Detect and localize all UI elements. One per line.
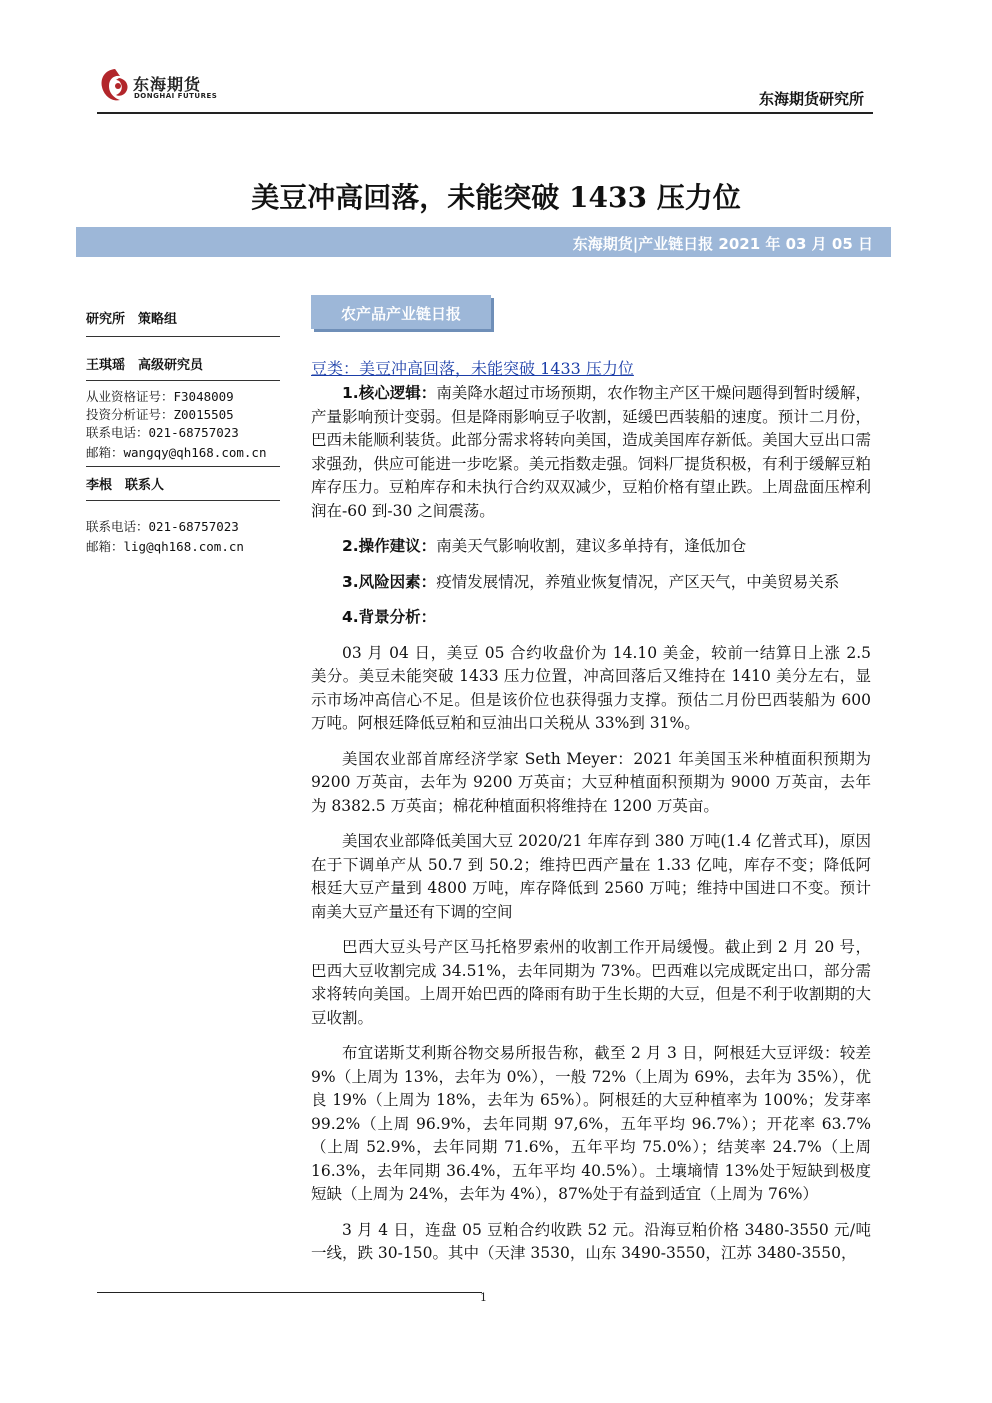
dragon-logo-icon bbox=[97, 66, 133, 106]
section-badge-text: 农产品产业链日报 bbox=[340, 305, 461, 323]
header-organization: 东海期货研究所 bbox=[758, 90, 864, 108]
background-label: 4.背景分析： bbox=[342, 608, 437, 626]
header-divider bbox=[97, 112, 873, 114]
body-paragraph: 03 月 04 日，美豆 05 合约收盘价为 14.10 美金，较前一结算日上涨 2.5 美分。美豆未能突破 1433 压力位置，冲高回落后又维持在 1410 美分左右，显示市场冲高信心不足。但是该价位也获得强力支撑。预估二月份巴西装船为 600 万吨。阿根廷降低豆粕和豆油出口关税从 33%到 31%。 bbox=[311, 643, 871, 732]
background-heading bbox=[311, 606, 871, 630]
company-logo bbox=[97, 66, 237, 110]
risk-factors-text: 疫情发展情况，养殖业恢复情况，产区天气，中美贸易关系 bbox=[436, 572, 840, 591]
analyst-invest-number: 投资分析证号：Z0015505 bbox=[86, 407, 234, 422]
operation-advice-paragraph bbox=[311, 535, 871, 559]
operation-advice-label: 2.操作建议： bbox=[342, 537, 437, 555]
contact-phone: 联系电话：021-68757023 bbox=[86, 519, 239, 534]
analyst-cert-number: 从业资格证号：F3048009 bbox=[86, 389, 234, 404]
sidebar-divider bbox=[86, 380, 280, 381]
section-badge bbox=[311, 295, 491, 329]
body-paragraph: 美国农业部降低美国大豆 2020/21 年库存到 380 万吨(1.4 亿普式耳)，原因在于下调单产从 50.7 到 50.2；维持巴西产量在 1.33 亿吨，库存不变；降低阿根廷大豆产量到 4800 万吨，库存降低到 2560 万吨；维持中国进口不变。预计南美大豆产量还有下调的空间 bbox=[311, 832, 871, 921]
core-logic-paragraph bbox=[311, 382, 871, 523]
body-paragraph: 3 月 4 日，连盘 05 豆粕合约收跌 52 元。沿海豆粕价格 3480-3550 元/吨一线，跌 30-150。其中（天津 3530，山东 3490-3550，江苏 3480-3550， bbox=[311, 1220, 871, 1262]
core-logic-label: 1.核心逻辑： bbox=[342, 384, 437, 402]
footer-divider bbox=[97, 1292, 482, 1293]
logo-english-text: DONGHAI FUTURES bbox=[134, 92, 218, 100]
risk-factors-label: 3.风险因素： bbox=[342, 572, 437, 591]
analyst-phone: 联系电话：021-68757023 bbox=[86, 425, 239, 440]
analyst-email: 邮箱：wangqy@qh168.com.cn bbox=[86, 445, 267, 460]
contact-email: 邮箱：lig@qh168.com.cn bbox=[86, 539, 244, 554]
body-paragraph: 巴西大豆头号产区马托格罗索州的收割工作开局缓慢。截止到 2 月 20 号，巴西大豆收割完成 34.51%，去年同期为 73%。巴西难以完成既定出口，部分需求将转向美国。上周开始巴西的降雨有助于生长期的大豆，但是不利于收割期的大豆收割。 bbox=[311, 938, 871, 1027]
core-logic-text: 南美降水超过市场预期，农作物主产区干燥问题得到暂时缓解，产量影响预计变弱。但是降雨影响豆子收割，延缓巴西装船的速度。预计二月份，巴西未能顺利装货。此部分需求将转向美国，造成美国库存新低。美国大豆出口需求强劲，供应可能进一步吃紧。美元指数走强。饲料厂提货积极，有利于缓解豆粕库存压力。豆粕库存和未执行合约双双减少，豆粕价格有望止跌。上周盘面压榨利润在-60 到-30 之间震荡。 bbox=[311, 384, 871, 520]
page-number: 1 bbox=[480, 1291, 487, 1304]
report-date-text: 东海期货|产业链日报 2021 年 03 月 05 日 bbox=[572, 235, 873, 253]
subtitle-link[interactable]: 豆类：美豆冲高回落，未能突破 1433 压力位 bbox=[311, 359, 634, 378]
logo-chinese-text: 东海期货 bbox=[133, 75, 202, 94]
body-paragraph: 布宜诺斯艾利斯谷物交易所报告称，截至 2 月 3 日，阿根廷大豆评级：较差 9%（上周为 13%，去年为 0%），一般 72%（上周为 69%，去年为 35%），优良 19%（上周为 18%，去年为 65%）。阿根廷的大豆种植率为 100%；发芽率 99.2%（上周 96.9%，去年同期 97,6%，五年平均 96.7%）；开花率 63.7%（上周 52.9%，去年同期 71.6%，五年平均 75.0%）；结荚率 24.7%（上周 16.3%，去年同期 36.4%，五年平均 40.5%）。土壤墒情 13%处于短缺到极度短缺（上周为 24%，去年为 4%），87%处于有益到适宜（上周为 76%） bbox=[311, 1044, 871, 1203]
sidebar-divider bbox=[86, 500, 280, 501]
analyst-name: 王琪瑶 高级研究员 bbox=[86, 358, 204, 373]
contact-name: 李根 联系人 bbox=[86, 478, 165, 493]
body-paragraph: 美国农业部首席经济学家 Seth Meyer：2021 年美国玉米种植面积预期为 9200 万英亩，去年为 9200 万英亩；大豆种植面积预期为 9000 万英亩，去年为 8382.5 万英亩；棉花种植面积将维持在 1200 万英亩。 bbox=[311, 749, 871, 815]
operation-advice-text: 南美天气影响收割，建议多单持有，逢低加仓 bbox=[436, 537, 747, 555]
document-title: 美豆冲高回落，未能突破 1433 压力位 bbox=[251, 181, 741, 214]
risk-factors-paragraph bbox=[311, 571, 871, 595]
sidebar-divider bbox=[86, 336, 280, 337]
report-date-bar bbox=[76, 227, 891, 257]
sidebar-department: 研究所 策略组 bbox=[86, 312, 178, 327]
sidebar-divider bbox=[86, 466, 280, 467]
report-body bbox=[311, 382, 871, 1278]
